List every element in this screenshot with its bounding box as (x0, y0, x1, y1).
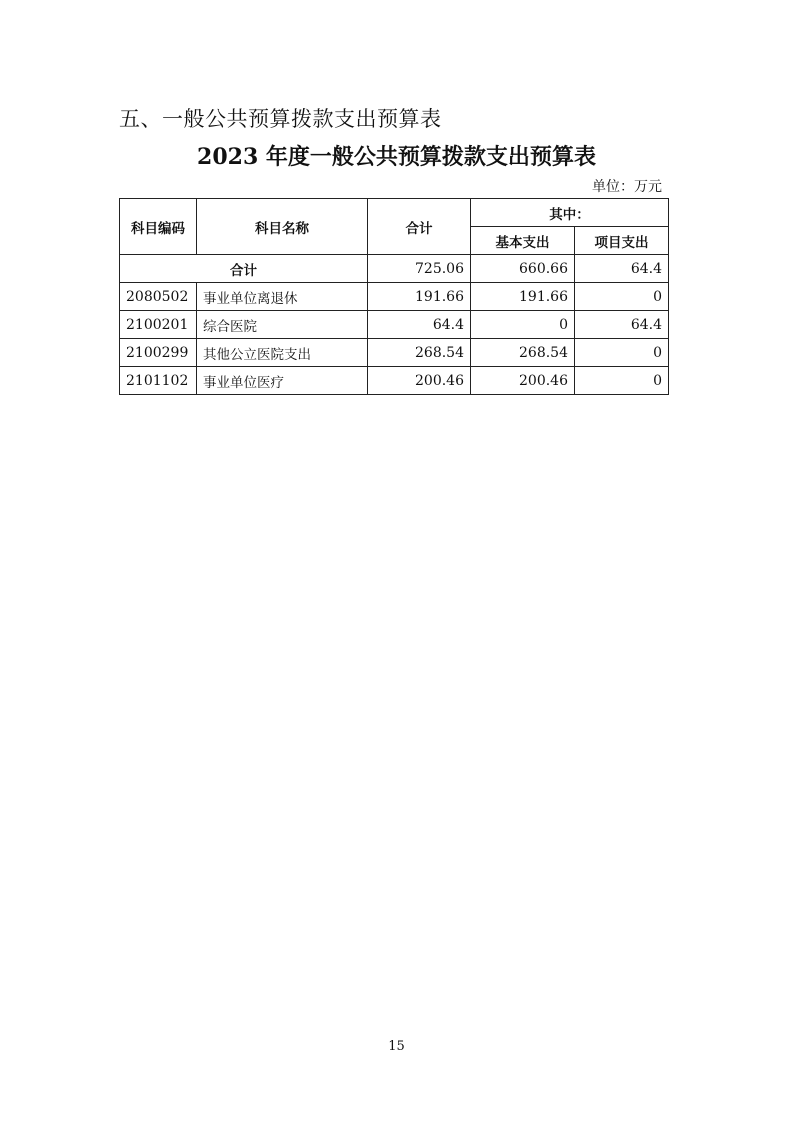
row-name: 综合医院 (197, 311, 368, 339)
total-row-project: 64.4 (575, 255, 669, 283)
row-project: 64.4 (575, 311, 669, 339)
header-project: 项目支出 (575, 227, 669, 255)
total-row-total: 725.06 (368, 255, 471, 283)
section-heading: 五、一般公共预算拨款支出预算表 (119, 107, 442, 131)
row-basic: 200.46 (471, 367, 575, 395)
header-total: 合计 (368, 199, 471, 255)
total-row (120, 255, 669, 283)
table-row (120, 311, 669, 339)
row-basic: 0 (471, 311, 575, 339)
table-row (120, 283, 669, 311)
row-project: 0 (575, 283, 669, 311)
row-total: 268.54 (368, 339, 471, 367)
row-project: 0 (575, 339, 669, 367)
header-of-which: 其中： (471, 199, 669, 227)
row-name: 事业单位离退休 (197, 283, 368, 311)
row-total: 64.4 (368, 311, 471, 339)
row-name: 其他公立医院支出 (197, 339, 368, 367)
row-name: 事业单位医疗 (197, 367, 368, 395)
row-code: 2100201 (120, 311, 197, 339)
unit-label: 单位：万元 (592, 179, 662, 195)
table-row (120, 367, 669, 395)
page-number: 15 (388, 1039, 405, 1054)
header-basic: 基本支出 (471, 227, 575, 255)
header-name: 科目名称 (197, 199, 368, 255)
row-code: 2080502 (120, 283, 197, 311)
total-row-label: 合计 (120, 255, 368, 283)
row-basic: 268.54 (471, 339, 575, 367)
row-code: 2100299 (120, 339, 197, 367)
row-basic: 191.66 (471, 283, 575, 311)
row-code: 2101102 (120, 367, 197, 395)
header-code: 科目编码 (120, 199, 197, 255)
table-title: 2023 年度一般公共预算拨款支出预算表 (197, 144, 596, 170)
row-total: 191.66 (368, 283, 471, 311)
total-row-basic: 660.66 (471, 255, 575, 283)
row-total: 200.46 (368, 367, 471, 395)
budget-table (119, 198, 669, 395)
table-row (120, 339, 669, 367)
row-project: 0 (575, 367, 669, 395)
